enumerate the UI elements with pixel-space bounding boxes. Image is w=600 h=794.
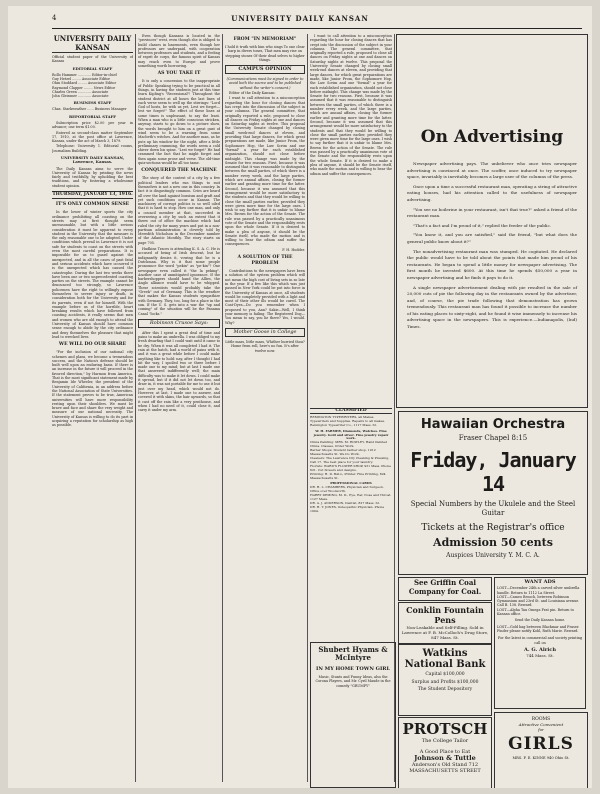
- conklin-title: Conklin Fountain Pens: [406, 605, 484, 625]
- watkins-title: Watkins National Bank: [404, 648, 486, 670]
- editorial-body: "For the inclusion of our national city schemes and plans, we become a tremendous success, and the Nation's defense should be built well upon an enduring basis. If there is an increase in the future it will proceed in the favored direction," by Harmon from America. That is the most significant statement made by Benjamin Ide Wheeler, the president of the University of California, in an address before the National Association of State Universities. If the statement proves to be true, American universities will have more responsibility resting upon their shoulders. We must be brave and face and share the very weight and measure of our national necessity. The University of Kansas is willing to do its part in acquiring a reputation for scholarship as high as possible.: [52, 350, 133, 428]
- editorial-heading: CONQUERED THE MACHINE: [141, 168, 217, 174]
- on-advertising-title: On Advertising: [420, 127, 564, 147]
- column-editorials: [138, 34, 220, 782]
- want-ad-entry: LOST—Alpha Tau Omega Frat pin. Return to Kansan office.: [497, 607, 574, 617]
- advertising-paragraph: Newspaper advertising pays. The unbeliever who once tries newspaper advertising is convinced at once. The scoffer, once induced to try newspaper space, invariably is inevitably becomes a large user of the columns of the press.: [407, 161, 577, 180]
- masthead: UNIVERSITY DAILY KANSAN: [53, 34, 132, 52]
- advertising-paragraph: The nonadvertising restaurant man was stumped. He cogitated. He declared the public would have to be told about the points that made him proud of his restaurants. He began to spend a little money for newspaper advertising. The first month he invested $600. At this time he spends $50,000 a year in newspaper advertising and he finds it pays to do it.: [407, 248, 577, 280]
- alrich-address: 744 Mass. St.: [526, 653, 554, 659]
- editorial-heading: WE WILL DO OUR SHARE: [58, 342, 127, 348]
- subscription-note: Subscription price $2.00 per year in advance; one term $1.00.: [52, 120, 133, 130]
- watkins-surplus: Surplus and Profits $100,000: [411, 679, 479, 685]
- want-ad-entry: LOST—Gold bag between Blackmar and Fraser. Finder please notify Kohl, Ruth Marie. Reward.: [497, 624, 580, 633]
- hawaiian-auspices: Auspices University Y. M. C. A.: [446, 552, 540, 559]
- reportorial-staff-heading: REPORTORIAL STAFF: [69, 113, 116, 119]
- rooms-for: for: [538, 727, 544, 732]
- staff-line: John Gleissner ............ Associate: [52, 93, 109, 98]
- editorial-staff-heading: EDITORIAL STAFF: [72, 65, 113, 71]
- shubert-text: Music, Stunts and Funny Ideas, also the Corona Players, and Mr. Cyril Maude in the comedy "GRUMPY": [315, 675, 391, 688]
- shubert-title: Shubert Hyams & McIntyre: [318, 645, 388, 662]
- page-header-title: UNIVERSITY DAILY KANSAN: [231, 14, 369, 23]
- alrich-printer: [497, 648, 583, 659]
- want-ad-entry: LOST—Cameo Brooch, between Robinson Gymnasium and 23rd St. and Louisiana avenue. Call B. 138. Reward.: [497, 594, 580, 608]
- alrich-name: A. G. Alrich: [524, 646, 556, 653]
- telephone-note: Telephone: University 1. Editorial rooms, Journalism Building.: [52, 144, 133, 153]
- opinion-body: I want to call attention to a misconception regarding the hour for closing dances that has crept into the discussion of the subject in your columns. The general committee, that originally reported a rule, proposed to close all dances on Friday nights at one and dances on Saturday nights at twelve. This proposal the University Senate changed by closing small week-end dances at eleven, and providing that large dances, for which great preparations are made, like Junior Prom, the Sophomore Hop, the Law Scrim and one "formal" a year for each established organization, should not close before midnight. This change was made by the Senate for two reasons. First, because it was assumed that it was reasonable to distinguish between the small parties, of which there is a number every week, and the large parties, which are annual affairs, closing the former earlier and granting more time for the latter. Second, because it was assumed that this arrangement would be more satisfactory to the students and that they would be willing to close the small parties earlier, provided they were given more time for the large ones. I wish to say further that it is unfair to blame Mrs. Brown for the action of the Senate. The rule was passed by a practically unanimous vote of the Senate and the responsibility rests upon the whole Senate. If it is desired to make a plea of anyone, it should be the Senate itself, who made the motion and is willing to bear the odium and suffer the consequences.: [225, 96, 305, 247]
- advertising-paragraph: Once upon a time a successful restaurant man, operating a string of attractive eating houses, had his attention called to the usefulness of newspaper advertising.: [407, 183, 577, 202]
- column-divider: [307, 34, 308, 782]
- hawaiian-special: Special Numbers by the Ukulele and the Steel Guitar: [410, 500, 576, 517]
- editorial-staff-list: [52, 73, 133, 98]
- hawaiian-date: Friday, January 14: [410, 448, 576, 496]
- poem-heading: FROM "IN MEMORIAM": [233, 37, 297, 42]
- classified-heading: CLASSIFIED: [310, 408, 392, 414]
- advertising-paragraph: "That's a fact and I'm proud of it," replied the feeder of the public.: [413, 222, 552, 228]
- hawaiian-tickets: Tickets at the Registrar's office: [421, 523, 565, 533]
- editorial-body: The story of the contest of a city by a few political leaders who run things to suit themselves is not a new one in this country. In fact it is disgustingly common. Cries are heard all over the land against bossism and graft and yet such conditions occur in Kansas. The machinery of corrupt politics is so well oiled that it is hard to stop. How one man, and only a council member at that, succeeded in overseeing a city by such an extent that it threw out of office the machine which had ruled the city for many years and put in a non-partisan administration is cleverly told by Meredith Nicholson in the December number of the Atlantic Monthly. The story starts on page 705.: [138, 176, 220, 245]
- classified-category: PROFESSIONAL CARDS: [330, 481, 372, 486]
- classified-entry: Cleaners: The Lawrence Dry Cleaning & Pressing, Call 17. The best place for your laundry.: [310, 455, 390, 464]
- classified-section: [310, 408, 392, 638]
- classified-entry: Barber Shops: Student barber shop. 1012 Massachusetts St. We Do Work.: [310, 448, 376, 457]
- rooms-contact: MRS. F. E. KINNE 940 Ohio St.: [512, 756, 570, 760]
- editorial-body: Even though Kansans is located in the "provinces" west, even though she is obliged to build classes in basements, even though her professors are underpaid, with cooperation between professors and students, and a feeling of esprit de corps, the famous spirit of Kansas may reach even to Europe and prove something worth borrowing.: [138, 34, 220, 69]
- on-advertising-box: [396, 34, 588, 408]
- classified-entry: DR. H. L. CHAMBERS, Physician and Surgeon. Office over Woolworth.: [310, 485, 384, 494]
- restaurant-tagline: A Good Place to Eat: [419, 748, 471, 755]
- staff-line: Raymond Clapper ........ News Editor: [52, 85, 116, 90]
- crusoe-body: After this I spent a great deal of time and pains to make an umbrella. I was obliged to my fresh dwarfing that I could wait until it came to be dry. When it was all completed I had it. The rain at the hatch, had a world of pains with it, and it was a great while before I could make anything like to hold: nay, after I thought I had hit the way, I spoiled two or three before I made one to my mind; but at last I made one that answered indifferently well; the main difficulty was to make it let down. I could make it spread, but if it did not let down too, and draw in, it was not portable for me to use it but just over my head, which would not do. However, at last, I made one to answer, and covered it with skins, the hair upwards, so that it cast off the rain like a very penthouse, and when I had no need of it, could close it, and carry it under my arm.: [138, 330, 220, 413]
- rooms-girls: GIRLS: [508, 734, 574, 754]
- editorial-paragraphs: Hudkins Traces is attending K. S. A. C. He is accused of being of Irish descent, but he indignantly denies it, vowing that he is a Dutchman. Why is it that some people pronounce the word "pekin" as "pe-kin"? One newspaper even called it "the la peking". Another case of unmitigated ignorance. If the barbershoppers should hand the Allies, the Anglo alliance would have to be whipped. These scientists would probably take the "Greek" out of Germany. This is the weather that makes the Kansas students sympathize with Germany. They, too, long for a place in the sun. If the U. S. gets into a war the "up and coming" of the situation will be the Panama Canal "locks.": [138, 247, 220, 316]
- conklin-sub: Non-Leakable and Self-Filling. Sold in Lawrence at F. B. McColloch's Drug Store, 847 Mass. St.: [401, 625, 489, 640]
- problem-body: Contributions to the newspapers have been a solution of the system problem which will not mean the high cost of living sets in so late in the year. If a few like this which was just passed in New York could be put into force in the University of Kansas at once, all students would be completely provided with a light and most of their other ills would be cured. The Coat-Dyes—Do you remember when I proposed to you, Ann? Sakie—Well, I think your memory is failing. The Registered Dog—You mean to say, you lie there? Yes, I would. Why?: [225, 269, 305, 325]
- watkins-bank-ad: [398, 644, 492, 716]
- want-ad-entry: LOST—December 24th a carved silver umbrella handle. Return to 1112 La Street.: [497, 586, 580, 595]
- protsch-title: PROTSCH: [402, 720, 488, 738]
- want-ad-entry: Send the Daily Kansan home.: [514, 618, 566, 623]
- classified-entry: REMINGTON TYPEWRITERS, all Makes. Typewriters and Supplies. Repairs to all makes. Remington Typewriter Co., 1117 Mass. St.: [310, 414, 386, 427]
- column-divider: [222, 34, 223, 782]
- classified-entry: HARRY DEMING, M. D., Eye, Ear, Nose and Throat. 1127 Mass.: [310, 493, 392, 502]
- classified-entry: China Painting: MRS. M. ROWLEY, Hand Painted China. Classes, Order Work.: [310, 440, 388, 449]
- want-ads: [494, 577, 586, 709]
- editorial-heading: AS YOU TAKE IT: [157, 71, 201, 77]
- griffin-coal-ad: See Griffin Coal Company for Coal.: [398, 577, 492, 601]
- hawaiian-venue: Fraser Chapel 8:15: [458, 434, 528, 442]
- staff-line: Rollo Hammer ............ Editor-in-chief: [52, 72, 117, 77]
- hawaiian-title: Hawaiian Orchestra: [420, 417, 566, 432]
- page-header: [8, 14, 592, 26]
- on-advertising-body: [407, 161, 577, 397]
- staff-line: Guy Hetzel ........ Associate Editor: [52, 77, 111, 82]
- classified-entry: Printing: H. D. BALL, Printer. Fine Printing, 824 Massachusetts St.: [310, 471, 386, 480]
- column-opinion: [225, 34, 305, 782]
- staff-line: Charles Green ............ Associate: [52, 89, 109, 94]
- editorial-body: It is only a concession to the inappropriate of Public Speaking trying to be practical in all things, in having the students just at this time learn Kipling's "Recessional"! Throughout the student district at all hours the last lines of each verse seem to well up the stirrings: "Lord God of hosts, be with us yet, Lest we forget—lest we forget!" The effect of these lines at some times is unpleasant, to say the least. When a man who is a little conscious stricken, anyway, starts to go down to a picture show, the words brought to him on a great gust of wind seem to be a warning from some Macbeth's witches. And for another man, as he puts up his window for the night, after a little preliminary cramming, the words seem a cold shiver down his spine. "Lest we forget" He had crammed the fact that he might forget and then again some prose and verse. The old-time quiz-sections would be all too tame.: [138, 79, 220, 166]
- want-ads-heading: WANT ADS: [524, 579, 556, 585]
- rooms-title: ROOMS: [531, 717, 551, 722]
- opinion-note: (Communications must be signed in order to avoid both the source and to be published without the writer's consent.): [226, 77, 304, 90]
- newspaper-page: [8, 6, 592, 788]
- problem-heading: A SOLUTION OF THE PROBLEM: [237, 255, 293, 267]
- rooms-sub: Attractive Convenient: [518, 722, 564, 727]
- advertising-paragraph: "You know it, and you are satisfied," said the friend, "but what does the general public know about it?": [407, 232, 577, 244]
- editorial-body: In the lower of winter sports the city ordinance prohibiting all coasting on the streets may at first thought seem unreasonable, but with a little serious consideration it must be apparent to every student in the University that the measure is the only reasonable one to be adopted. Under conditions which prevail in Lawrence it is not safe for students to coast on the streets with even the most careful preparations. It is impossible for us to guard against the unexpected, and in all the cases of past fatal and serious accidents which have occurred it is the unexpected which has caused the catastrophe. During the last two weeks there have been one or two unprecedented coasting parties on the streets. The example cannot be denounced too strongly, so Lawrence policemen have the right to willingly expose themselves to severe injury or death, in consideration both for the University and for its parents, even if not for himself. With the example before us of the horrible, heart breaking results which have followed from coasting accidents, it really seems that men and women who are old enough to attend the University of Kansas should have common sense enough to abide by the city ordinance and deny themselves the pleasure that might lead to wrecked lives.: [52, 210, 133, 339]
- protsch-sub: The College Tailor: [421, 738, 469, 744]
- restaurant-name: Johnson & Tuttle: [414, 754, 476, 762]
- rooms-for-girls-ad: [494, 712, 588, 788]
- restaurant-address: Anderson's Old Stand 712 MASSACHUSETTS STREET: [409, 761, 481, 774]
- advertising-paragraph: "You see no boilerine in your restaurant, isn't that true?" asked a friend of the restaurant man.: [407, 206, 577, 219]
- classified-entry: DR. A. J. ANDERSON, Dentist, 827 Mass. St.: [310, 500, 380, 505]
- conklin-pens-ad: [398, 602, 492, 644]
- watkins-depository: The Student Depository: [417, 687, 473, 692]
- shubert-sub: IN MY HOME TOWN GIRL: [316, 666, 390, 672]
- entered-note: Entered as second-class matter September 17, 1910, at the post office at Lawrence, Kansas, under the act of March 3, 1879.: [52, 130, 133, 144]
- owner-line: UNIVERSITY DAILY KANSAN, Lawrence, Kansas.: [60, 154, 125, 165]
- masthead-subtitle: Official student paper of the University of Kansas: [52, 55, 133, 64]
- campus-opinion-heading: CAMPUS OPINION: [225, 65, 305, 74]
- hawaiian-admission: Admission 50 cents: [433, 536, 553, 549]
- page-number: 4: [52, 14, 57, 22]
- opinion-body-continued: I want to call attention to a misconception regarding the hour for closing dances that has crept into the discussion of the subject in your columns. The general committee, that originally reported a rule, proposed to close all dances on Friday nights at one and dances on Saturday nights at twelve. This proposal the University Senate changed by closing small week-end dances at eleven, and providing that large dances, for which great preparations are made, like Junior Prom, the Sophomore Hop, the Law Scrim and one "formal" a year for each established organization, should not close before midnight. This change was made by the Senate for two reasons. First, because it was assumed that it was reasonable to distinguish between the small parties, of which there is a number every week, and the large parties, which are annual affairs, closing the former earlier and granting more time for the latter. Second, because it was assumed that this arrangement would be more satisfactory to the students and that they would be willing to close the small parties earlier, provided they were given more time for the large ones. I wish to say further that it is unfair to blame Mrs. Brown for the action of the Senate. The rule was passed by a practically unanimous vote of the Senate and the responsibility rests upon the whole Senate. If it is desired to make a plea of anyone, it should be the Senate itself, who made the motion and is willing to bear the odium and suffer the consequences.: [310, 34, 392, 176]
- opinion-salutation: Editor of the Daily Kansan:: [229, 91, 276, 96]
- editorial-heading: IT'S ONLY COMMON SENSE: [55, 202, 130, 208]
- protsch-tailor-ad: [398, 717, 492, 788]
- column-editorial-masthead: [52, 34, 133, 782]
- mother-goose-heading: Mother Goose in College: [225, 328, 305, 337]
- classified-entry: W. H. FARMER, Diamonds, Watches. Fine jewelry. Gold and silver. Fine jewelry repair work.: [313, 428, 389, 441]
- column-four-upper: [310, 34, 392, 404]
- business-staff-line: Chas. Starkweather ...... Business Manager: [52, 107, 127, 112]
- want-ad-entry: For the latest in commercial and society printing call on: [497, 636, 583, 645]
- kansan-creed: The Daily Kansan aims to serve the University of Kansas by printing the news fairly and truthfully, by upholding the best traditions, and by fostering a wholesome student opinion.: [52, 166, 133, 188]
- opinion-signature: F. H. Hodder.: [282, 247, 305, 252]
- advertising-paragraph: A single newspaper advertisement dealing with pie resulted in the sale of 20,000 cuts of pie the following day in the restaurants owned by the advertiser, and, of course, the pie trade following that demonstration has grown tremendously. This restaurant man has found it possible to increase the number of his eating places to sixty-eight, and he found it wise immensely to increase his advertising space in the newspapers. This is experience.—Indianapolis, (Ind) Times.: [407, 284, 577, 330]
- staff-line: Ohm Stoddard ........ Associate Editor: [52, 81, 117, 86]
- poem-body: I hold it truth with him who sings To one clear harp in divers tones, That men may rise on stepping stones Of their dead selves to higher things.: [225, 45, 305, 62]
- watkins-capital: Capital $100,000: [425, 672, 465, 677]
- business-staff-heading: BUSINESS STAFF: [73, 100, 112, 106]
- column-divider: [135, 34, 136, 782]
- shubert-theatre-ad: [310, 642, 396, 788]
- dateline: THURSDAY, JANUARY 13, 1916.: [52, 191, 133, 199]
- crusoe-heading: Robinson Crusoe Says:: [138, 319, 220, 328]
- classified-entry: DR. H. T. JONES, Osteopathic Physician. Phone 1004.: [310, 504, 385, 513]
- classified-entry: Florists: WARD'S FLOWER SHOP, 931 Mass. Phone 621. Cut flowers and designs.: [310, 463, 391, 472]
- header-rule: [52, 28, 582, 29]
- mother-goose-rhyme: Little mass, little mass, Whither hurried thou? Home from roll, here's no fun. It's after twelve now.: [225, 339, 305, 353]
- hawaiian-orchestra-ad: [398, 411, 588, 575]
